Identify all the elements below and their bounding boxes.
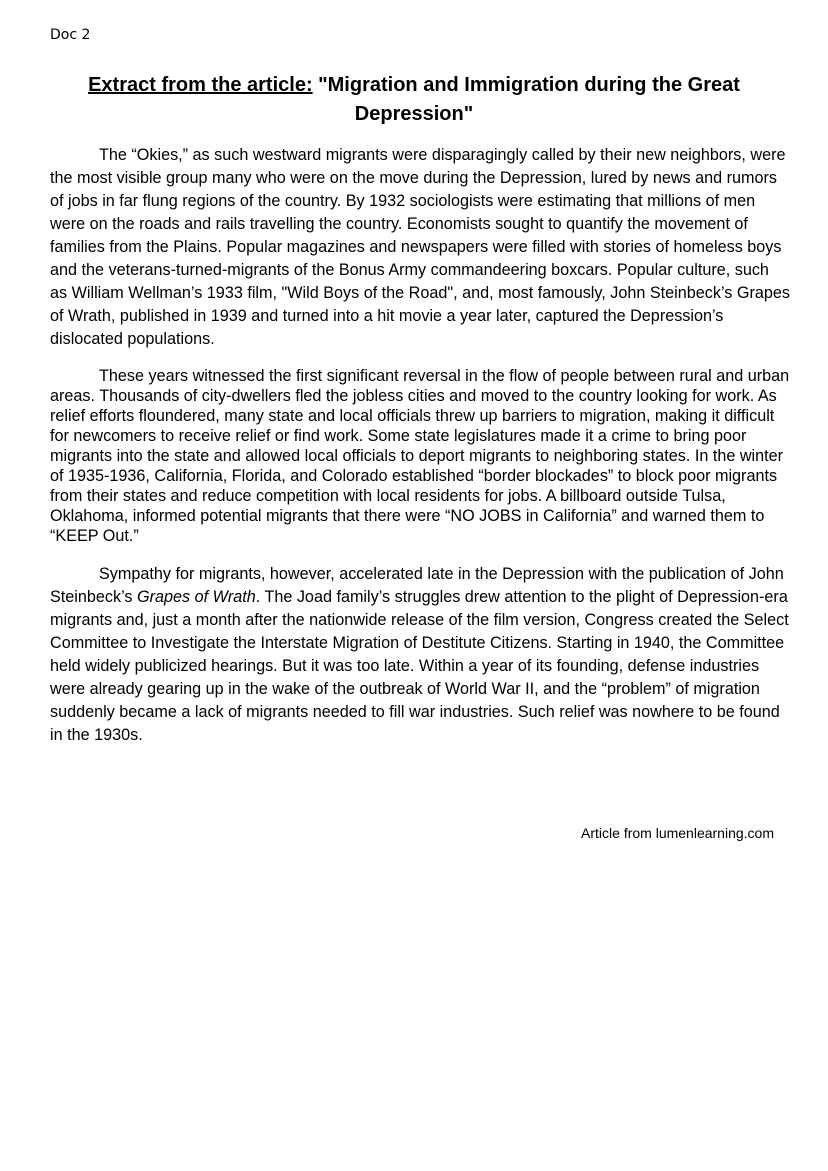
article-body <box>50 144 790 762</box>
book-title-italic: Grapes of Wrath <box>136 588 256 606</box>
page-title <box>50 71 778 129</box>
document-label: Doc 2 <box>50 27 91 43</box>
paragraph-3-start: Sympathy for migrants, however, accelerated late in the Depression with the publication of John Steinbeck’s <box>50 565 784 606</box>
paragraph-3 <box>50 563 790 747</box>
paragraph-3-end: . The Joad family’s struggles drew attention to the plight of Depression-era migrants and, just a month after the nationwide release of the film version, Congress created the Select Committee to Investigate the Interstate Migration of Destitute Citizens. Starting in 1940, the Committee held widely publicized hearings. But it was too late. Within a year of its founding, defense industries were already gearing up in the wake of the outbreak of World War II, and the “problem” of migration suddenly became a lack of migrants needed to fill war industries. Such relief was nowhere to be found in the 1930s. <box>50 588 789 744</box>
title-prefix: Extract from the article: <box>88 74 313 96</box>
source-attribution: Article from lumenlearning.com <box>581 825 774 841</box>
paragraph-1: The “Okies,” as such westward migrants were disparagingly called by their new neighbors, were the most visible group many who were on the move during the Depression, lured by news and rumors of jobs in far flung regions of the country. By 1932 sociologists were estimating that millions of men were on the roads and rails travelling the country. Economists sought to quantify the movement of families from the Plains. Popular magazines and newspapers were filled with stories of homeless boys and the veterans-turned-migrants of the Bonus Army commandeering boxcars. Popular culture, such as William Wellman’s 1933 film, "Wild Boys of the Road", and, most famously, John Steinbeck’s Grapes of Wrath, published in 1939 and turned into a hit movie a year later, captured the Depression’s dislocated populations. <box>50 146 790 348</box>
title-text: "Migration and Immigration during the Great Depression" <box>312 74 740 125</box>
paragraph-2: These years witnessed the first significant reversal in the flow of people between rural and urban areas. Thousands of city-dwellers fled the jobless cities and moved to the country looking for work. As relief efforts floundered, many state and local officials threw up barriers to migration, making it difficult for newcomers to receive relief or find work. Some state legislatures made it a crime to bring poor migrants into the state and allowed local officials to deport migrants to neighboring states. In the winter of 1935-1936, California, Florida, and Colorado established “border blockades” to block poor migrants from their states and reduce competition with local residents for jobs. A billboard outside Tulsa, Oklahoma, informed potential migrants that there were “NO JOBS in California” and warned them to “KEEP Out.” <box>50 367 790 545</box>
